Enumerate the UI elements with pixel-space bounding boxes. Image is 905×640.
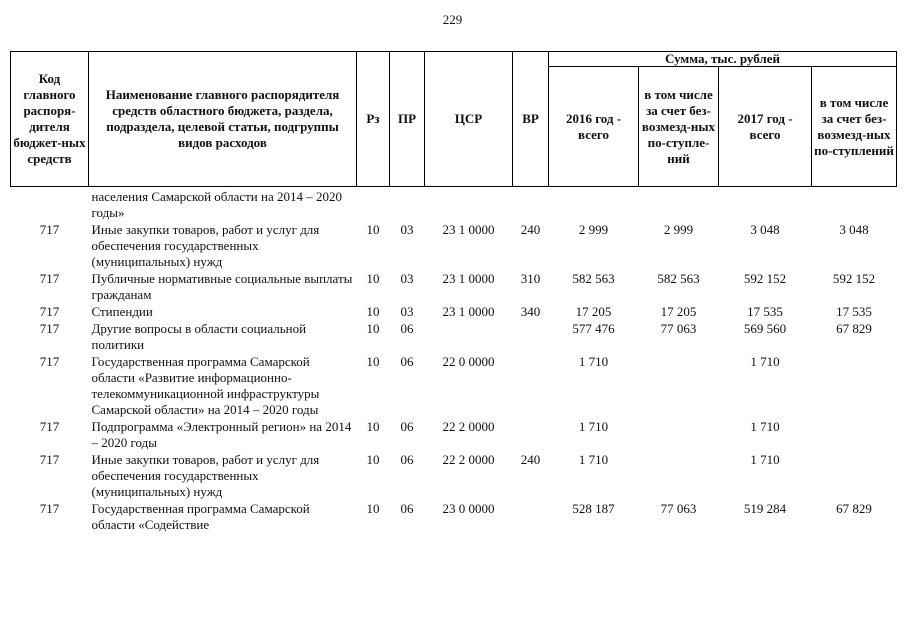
cell-csr: 22 2 0000: [442, 419, 495, 434]
cell-pr: [390, 187, 425, 222]
header-name: Наименование главного распорядителя средств областного бюджета, раздела, подраздела, целевой статьи, подгруппы видов расходов: [89, 52, 357, 187]
cell-name: Иные закупки товаров, работ и услуг для обеспечения государственных (муниципальных) нужд: [91, 222, 320, 269]
cell-rz: 10: [366, 354, 380, 369]
cell-vr: [513, 353, 549, 418]
cell-csr: 22 0 0000: [442, 354, 495, 369]
cell-name: Другие вопросы в области социальной политики: [91, 321, 307, 352]
cell-pr: 03: [400, 222, 414, 237]
cell-pr: 06: [400, 354, 414, 369]
cell-2016-total: 528 187: [572, 501, 615, 516]
cell-2017-free: 67 829: [836, 321, 872, 336]
cell-2016-free: [639, 418, 719, 451]
table-row: [11, 270, 897, 303]
table-row: [11, 500, 897, 533]
cell-name: Публичные нормативные социальные выплаты гражданам: [91, 271, 353, 302]
table-body: [11, 187, 897, 534]
cell-2017-total: 1 710: [750, 354, 780, 369]
cell-name: Государственная программа Самарской области «Развитие информационно-телекоммуникационной инфраструктуры Самарской области» на 2014 – 2020 годы: [91, 354, 320, 417]
cell-name: Подпрограмма «Электронный регион» на 2014 – 2020 годы: [91, 419, 352, 450]
cell-2016-total: 17 205: [575, 304, 612, 319]
cell-pr: 06: [400, 419, 414, 434]
cell-2017-total: 17 535: [747, 304, 783, 319]
cell-2017-total: 592 152: [743, 271, 787, 286]
header-2016-free: в том числе за счет без-возмезд-ных по-ступле-ний: [639, 67, 719, 187]
header-sum-group: Сумма, тыс. рублей: [549, 52, 897, 67]
cell-code: 717: [39, 222, 60, 237]
cell-vr: [513, 418, 549, 451]
cell-2017-free: 67 829: [836, 501, 872, 516]
table-row: [11, 303, 897, 320]
cell-csr: [425, 187, 513, 222]
cell-2016-total: 1 710: [578, 452, 609, 467]
cell-2017-total: 519 284: [743, 501, 787, 516]
cell-vr: [513, 500, 549, 533]
cell-vr: 340: [520, 304, 541, 319]
cell-2016-free: 77 063: [660, 501, 697, 516]
cell-2016-free: [639, 187, 719, 222]
cell-pr: 03: [400, 271, 414, 286]
cell-csr: [425, 320, 513, 353]
cell-code: 717: [39, 321, 60, 336]
cell-2016-total: 2 999: [578, 222, 609, 237]
cell-2017-total: 1 710: [750, 452, 780, 467]
cell-2017-free: [812, 353, 897, 418]
header-rz: Рз: [357, 52, 390, 187]
header-2016-total: 2016 год - всего: [549, 67, 639, 187]
cell-vr: 240: [520, 222, 541, 237]
cell-2017-total: 569 560: [743, 321, 787, 336]
cell-2017-free: 592 152: [832, 271, 876, 286]
cell-vr: 310: [520, 271, 541, 286]
cell-2016-free: 2 999: [663, 222, 694, 237]
header-code: Код главного распоря-дителя бюджет-ных средств: [11, 52, 89, 187]
cell-2017-free: 3 048: [839, 222, 869, 237]
header-2017-total: 2017 год - всего: [719, 67, 812, 187]
cell-name: населения Самарской области на 2014 – 2020 годы»: [91, 189, 342, 220]
table-header: [11, 52, 897, 187]
header-vr: ВР: [513, 52, 549, 187]
header-pr: ПР: [390, 52, 425, 187]
cell-2016-free: 582 563: [657, 271, 700, 286]
cell-rz: 10: [366, 222, 380, 237]
cell-name: Иные закупки товаров, работ и услуг для обеспечения государственных (муниципальных) нужд: [91, 452, 320, 499]
table-row: [11, 418, 897, 451]
header-csr: ЦСР: [425, 52, 513, 187]
cell-code: [11, 187, 89, 222]
cell-rz: [357, 187, 390, 222]
cell-vr: 240: [520, 452, 541, 467]
cell-2016-free: 77 063: [660, 321, 697, 336]
cell-2016-total: [549, 187, 639, 222]
cell-2016-total: 577 476: [572, 321, 615, 336]
cell-csr: 23 1 0000: [442, 304, 495, 319]
cell-2016-free: [639, 451, 719, 500]
page-number: 229: [442, 12, 463, 27]
cell-rz: 10: [366, 419, 380, 434]
cell-code: 717: [39, 354, 60, 369]
cell-rz: 10: [366, 321, 380, 336]
table-row: [11, 320, 897, 353]
cell-code: 717: [39, 452, 60, 467]
cell-pr: 06: [400, 501, 414, 516]
cell-2016-total: 1 710: [578, 419, 609, 434]
cell-2017-total: 1 710: [750, 419, 780, 434]
cell-2017-free: [812, 187, 897, 222]
cell-vr: [513, 320, 549, 353]
table-row: [11, 187, 897, 222]
cell-pr: 06: [400, 321, 414, 336]
cell-code: 717: [39, 271, 60, 286]
cell-vr: [513, 187, 549, 222]
cell-rz: 10: [366, 501, 380, 516]
table-row: [11, 451, 897, 500]
header-2017-free: в том числе за счет без-возмезд-ных по-ступлений: [812, 67, 897, 187]
cell-code: 717: [39, 419, 60, 434]
cell-rz: 10: [366, 452, 380, 467]
cell-pr: 03: [400, 304, 414, 319]
cell-rz: 10: [366, 271, 380, 286]
budget-table: [10, 51, 897, 533]
cell-code: 717: [39, 501, 60, 516]
cell-2017-free: 17 535: [836, 304, 872, 319]
table-row: [11, 353, 897, 418]
cell-2016-free: 17 205: [660, 304, 697, 319]
cell-2017-free: [812, 418, 897, 451]
cell-csr: 23 1 0000: [442, 222, 495, 237]
cell-2017-total: [719, 187, 812, 222]
cell-2017-free: [812, 451, 897, 500]
cell-2017-total: 3 048: [750, 222, 780, 237]
cell-name: Стипендии: [91, 304, 153, 319]
cell-2016-total: 582 563: [572, 271, 615, 286]
cell-csr: 22 2 0000: [442, 452, 495, 467]
cell-code: 717: [39, 304, 60, 319]
cell-name: Государственная программа Самарской области «Содействие: [91, 501, 310, 532]
cell-csr: 23 1 0000: [442, 271, 495, 286]
cell-2016-total: 1 710: [578, 354, 609, 369]
table-row: [11, 221, 897, 270]
cell-2016-free: [639, 353, 719, 418]
cell-rz: 10: [366, 304, 380, 319]
cell-pr: 06: [400, 452, 414, 467]
cell-csr: 23 0 0000: [442, 501, 495, 516]
